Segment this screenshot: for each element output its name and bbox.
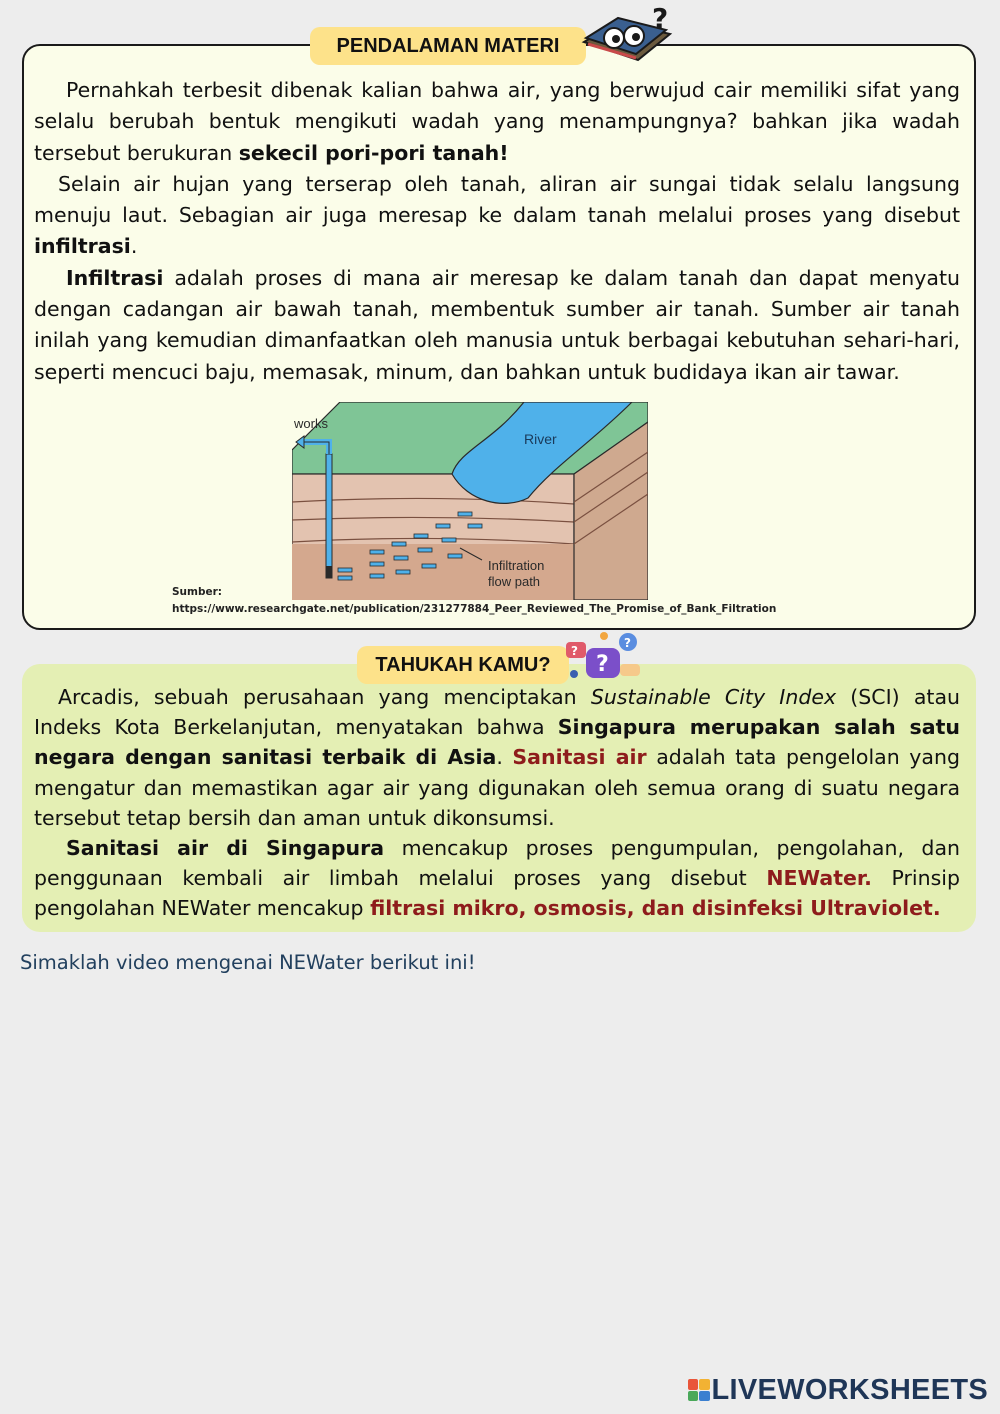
para2-end: . xyxy=(130,234,138,259)
source-label: Sumber: xyxy=(172,586,222,598)
material-text xyxy=(34,75,960,388)
para2-bold: infiltrasi xyxy=(34,234,131,259)
fact-p1-sci: Sustainable City Index xyxy=(590,685,837,709)
video-instruction: Simaklah video mengenai NEWater berikut ini! xyxy=(20,951,476,974)
fact-p2-newater: NEWater. xyxy=(766,866,872,891)
para1-bold: sekecil pori-pori tanah! xyxy=(238,140,509,165)
fact-p1-red: Sanitasi air xyxy=(512,745,647,770)
infiltration-diagram xyxy=(292,402,648,600)
question-bubbles-icon xyxy=(562,628,646,686)
fact-p1-a: Arcadis, sebuah perusahaan yang menciptakan xyxy=(58,685,591,709)
image-source xyxy=(172,584,776,617)
svg-text:?: ? xyxy=(624,636,631,650)
section-tag-tahukah: TAHUKAH KAMU? xyxy=(357,646,569,684)
fact-p1-e: . xyxy=(496,745,513,770)
svg-text:?: ? xyxy=(596,652,609,677)
fact-p1-c: (SCI) atau Indeks Kota Berkelanjutan, menyatakan bahwa xyxy=(34,685,960,740)
svg-text:?: ? xyxy=(652,4,669,35)
liveworksheets-icon xyxy=(688,1379,710,1401)
fact-text xyxy=(34,682,960,924)
fact-p2-bold: Sanitasi air di Singapura xyxy=(66,836,385,861)
para3-bold: Infiltrasi xyxy=(66,265,164,290)
book-mascot-icon xyxy=(578,4,682,66)
source-url: https://www.researchgate.net/publication/231277884_Peer_Reviewed_The_Promise_of_Bank_Filtration xyxy=(172,602,777,615)
svg-text:?: ? xyxy=(571,644,578,658)
fact-p2-red: filtrasi mikro, osmosis, dan disinfeksi Ultraviolet. xyxy=(370,896,941,921)
fact-p1-g: adalah tata pengelolan yang mengatur dan memastikan agar air yang digunakan oleh semua orang di suatu negara tersebut tetap bersih dan aman untuk dikonsumsi. xyxy=(34,745,960,830)
section-tag-pendalaman: PENDALAMAN MATERI xyxy=(310,27,586,65)
para3-text: adalah proses di mana air meresap ke dalam tanah dan dapat menyatu dengan cadangan air bawah tanah, membentuk sumber air tanah. Sumber air tanah inilah yang kemudian dimanfaatkan oleh manusia untuk berbagai kebutuhan sehari-hari, seperti mencuci baju, memasak, minum, dan bahkan untuk budidaya ikan air tawar. xyxy=(34,265,960,384)
para1-text: Pernahkah terbesit dibenak kalian bahwa air, yang berwujud cair memiliki sifat yang selalu berubah bentuk mengikuti wadah yang menampungnya? bahkan jika wadah tersebut berukuran xyxy=(34,78,960,165)
fact-p2-b: mencakup proses pengumpulan, pengolahan, dan penggunaan kembali air limbah melalui proses yang disebut xyxy=(34,836,960,891)
label-infiltration: Infiltration xyxy=(488,558,545,573)
fact-p1-bold: Singapura merupakan salah satu negara dengan sanitasi terbaik di Asia xyxy=(34,715,960,770)
label-flow-path: flow path xyxy=(488,574,541,589)
label-works: works xyxy=(294,416,328,431)
label-river: River xyxy=(524,431,557,447)
para2-text: Selain air hujan yang terserap oleh tanah, aliran air sungai tidak selalu langsung menuju laut. Sebagian air juga meresap ke dalam tanah melalui proses yang disebut xyxy=(34,171,960,228)
brand-text: LIVEWORKSHEETS xyxy=(711,1373,988,1406)
liveworksheets-logo[interactable] xyxy=(688,1372,989,1408)
fact-p2-d: Prinsip pengolahan NEWater mencakup xyxy=(34,866,960,921)
